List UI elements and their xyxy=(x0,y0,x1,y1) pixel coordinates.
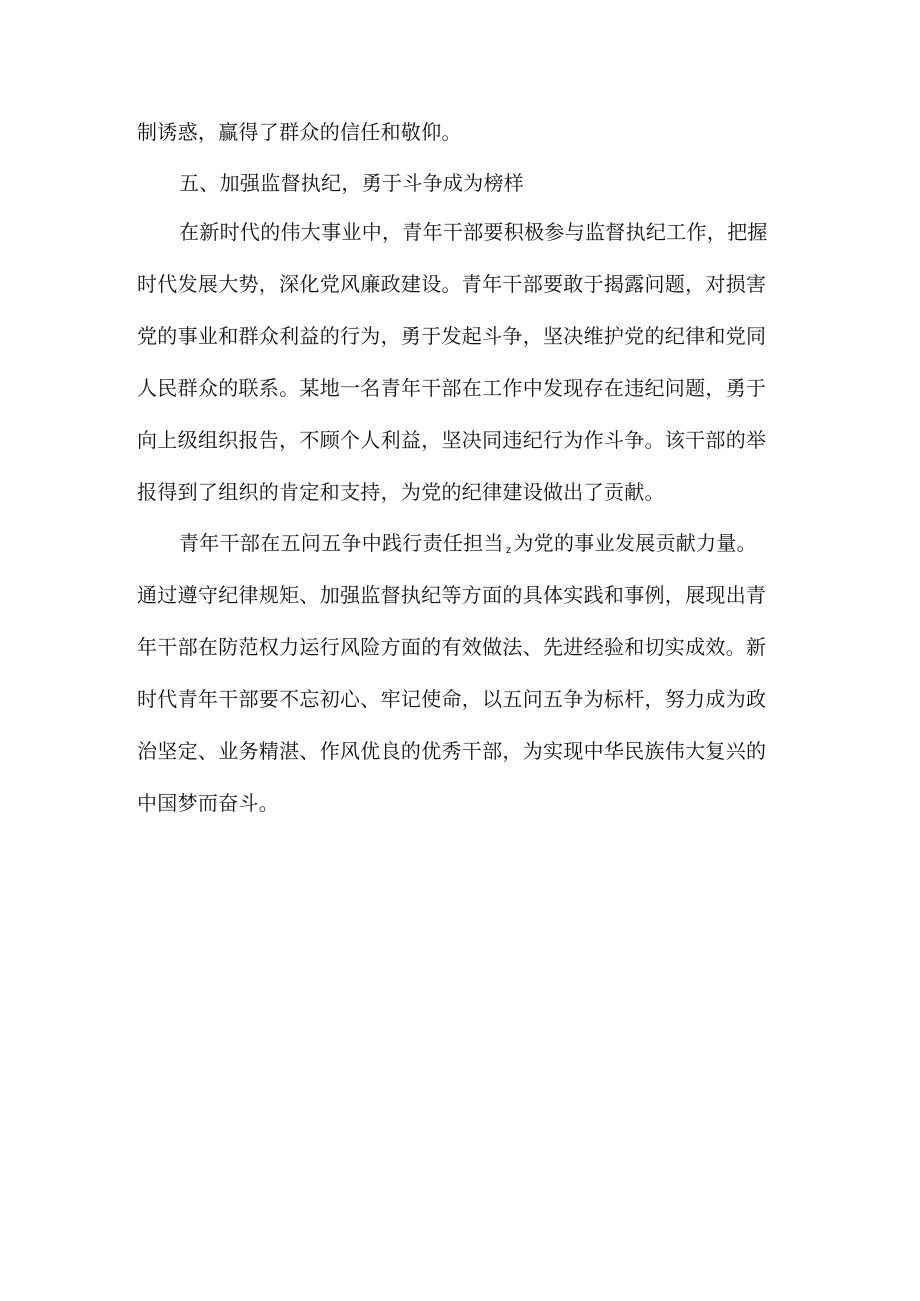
paragraph-line: 中国梦而奋斗。 xyxy=(137,791,280,815)
text-segment: 为党的事业发展贡献力量。 xyxy=(513,531,757,555)
paragraph-line: 人民群众的联系。某地一名青年干部在工作中发现存在违纪问题，勇于 xyxy=(137,376,767,400)
paragraph-line: 在新时代的伟大事业中，青年干部要积极参与监督执纪工作，把握 xyxy=(179,220,768,244)
paragraph-line: 时代发展大势，深化党风廉政建设。青年干部要敢于揭露问题，对损害 xyxy=(137,272,767,296)
paragraph-intro-line: 制诱惑，赢得了群众的信任和敬仰。 xyxy=(137,120,462,144)
paragraph-section-five xyxy=(137,218,783,506)
paragraph-line: 治坚定、业务精湛、作风优良的优秀干部，为实现中华民族伟大复兴的 xyxy=(137,739,767,763)
stray-mark: z xyxy=(505,545,512,556)
document-body xyxy=(137,118,783,817)
paragraph-line: 党的事业和群众利益的行为，勇于发起斗争，坚决维护党的纪律和党同 xyxy=(137,324,767,348)
text-segment: 青年干部在五问五争中践行责任担当 xyxy=(179,531,504,555)
paragraph-line xyxy=(137,529,783,557)
paragraph-line: 向上级组织报告，不顾个人利益，坚决同违纪行为作斗争。该干部的举 xyxy=(137,428,767,452)
paragraph-conclusion xyxy=(137,529,783,817)
paragraph-line: 年干部在防范权力运行风险方面的有效做法、先进经验和切实成效。新 xyxy=(137,635,767,659)
section-heading-five: 五、加强监督执纪，勇于斗争成为榜样 xyxy=(179,171,525,195)
paragraph-line: 报得到了组织的肯定和支持，为党的纪律建设做出了贡献。 xyxy=(137,480,665,504)
paragraph-line: 时代青年干部要不忘初心、牢记使命，以五问五争为标杆，努力成为政 xyxy=(137,687,767,711)
paragraph-line: 通过遵守纪律规矩、加强监督执纪等方面的具体实践和事例，展现出青 xyxy=(137,583,767,607)
